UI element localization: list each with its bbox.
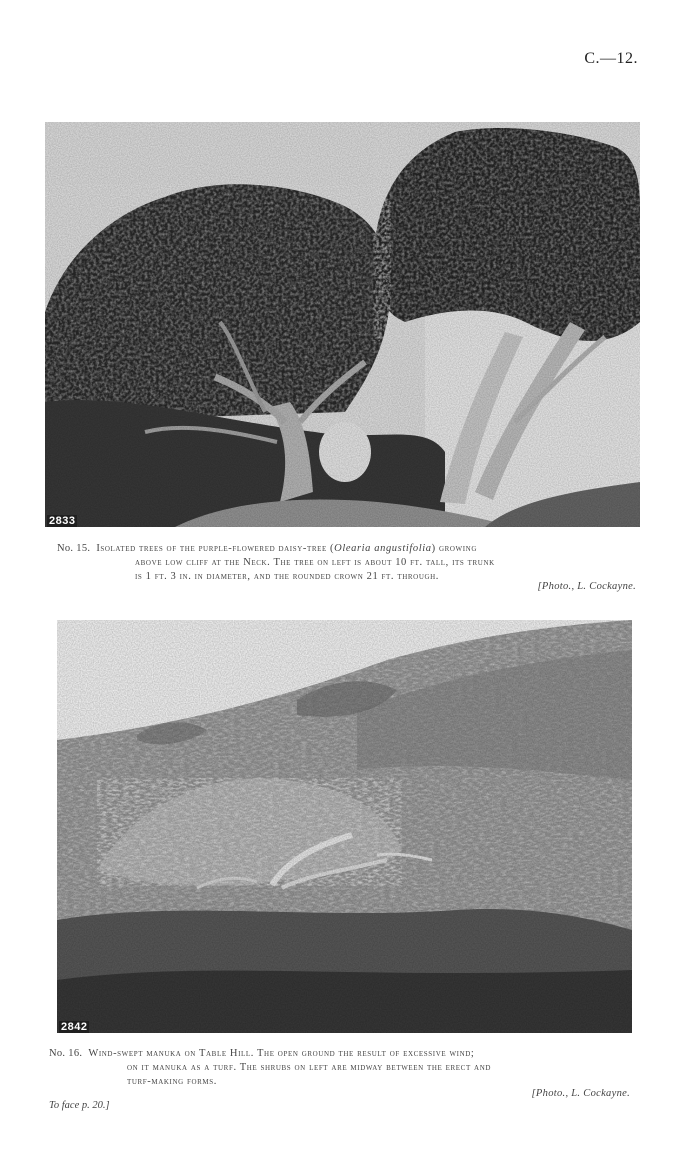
caption-15-number: No. 15. — [57, 543, 91, 554]
photo-number-label: 2842 — [61, 1021, 88, 1033]
caption-16-number: No. 16. — [49, 1048, 83, 1059]
photo-windswept-manuka-image — [57, 620, 632, 1033]
caption-16-text: Wind-swept manuka on Table Hill. The open ground the result of excessive wind; — [88, 1048, 475, 1059]
caption-plate-15 — [57, 542, 642, 584]
photo-credit-16: [Photo., L. Cockayne. — [531, 1088, 630, 1099]
caption-16-line-1 — [49, 1047, 641, 1061]
caption-15-species-name: Olearia angustifolia — [334, 543, 432, 554]
photo-number-label: 2833 — [49, 515, 76, 527]
photo-olearia-trees — [45, 122, 640, 527]
caption-16-line-3: turf-making forms. — [127, 1076, 217, 1087]
caption-15-text-b: ) growing — [431, 543, 477, 554]
caption-15-line-2: above low cliff at the Neck. The tree on left is about 10 ft. tall, its trunk — [135, 557, 495, 568]
photo-windswept-manuka — [57, 620, 632, 1033]
facing-page-note: To face p. 20.] — [49, 1100, 110, 1111]
page-reference: C.—12. — [584, 50, 638, 67]
photo-credit-15: [Photo., L. Cockayne. — [537, 581, 636, 592]
caption-16-line-2: on it manuka as a turf. The shrubs on left are midway between the erect and — [127, 1062, 492, 1073]
caption-15-text-a: Isolated trees of the purple-flowered daisy-tree ( — [96, 543, 335, 554]
photo-olearia-trees-image — [45, 122, 640, 527]
caption-plate-16 — [49, 1047, 641, 1089]
caption-15-line-3: is 1 ft. 3 in. in diameter, and the rounded crown 21 ft. through. — [135, 571, 440, 582]
caption-15-line-1 — [57, 542, 642, 556]
